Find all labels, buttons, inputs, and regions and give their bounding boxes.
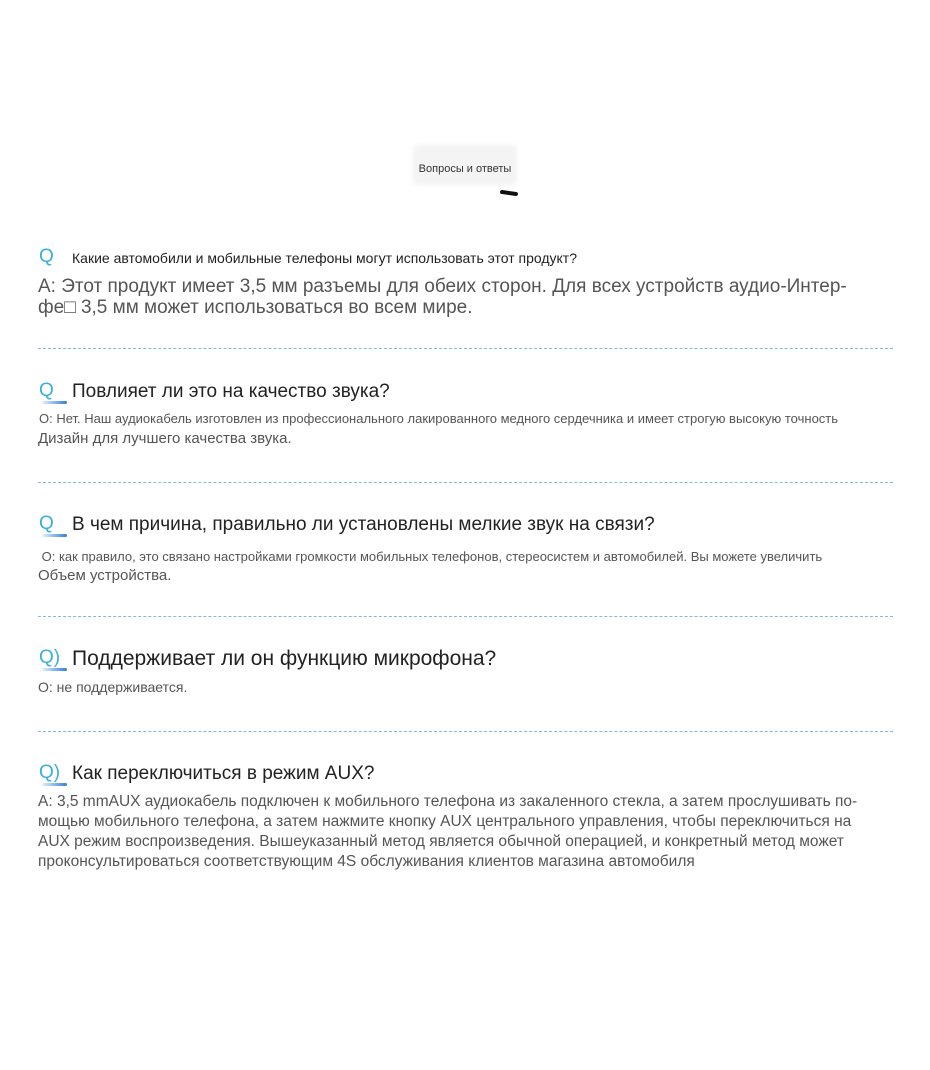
question-text: В чем причина, правильно ли установлены мелкие звук на связи? — [72, 514, 655, 535]
answer-text — [38, 547, 893, 585]
qa-item-5 — [38, 732, 893, 872]
qa-item-3 — [38, 483, 893, 616]
question-text: Повлияет ли это на качество звука? — [72, 381, 390, 402]
answer-line: A: Этот продукт имеет 3,5 мм разъемы для обеих сторон. Для всех устройств аудио-Интер- — [38, 276, 847, 297]
answer-text — [38, 276, 893, 318]
q-icon: Q) — [38, 761, 72, 787]
question-text: Как переключиться в режим AUX? — [72, 763, 375, 784]
q-icon: Q — [38, 379, 72, 405]
question-row — [38, 617, 893, 672]
qa-item-1 — [38, 240, 893, 348]
q-icon: Q — [38, 512, 72, 538]
question-row — [38, 349, 893, 405]
answer-text — [38, 678, 893, 697]
answer-line: A: 3,5 mmAUX аудиокабель подключен к мобильного телефона из закаленного стекла, а затем прослушивать по- — [38, 793, 858, 810]
swoosh-icon — [42, 668, 67, 671]
answer-line: Объем устройства. — [38, 567, 172, 584]
header-accent-mark — [500, 190, 518, 196]
page-header — [0, 143, 930, 203]
qa-list — [38, 240, 893, 872]
swoosh-icon — [42, 783, 67, 786]
answer-line: проконсультироваться соответствующим 4S обслуживания клиентов магазина автомобиля — [38, 853, 695, 870]
question-row — [38, 483, 893, 538]
page-title: Вопросы и ответы — [418, 163, 512, 175]
answer-text — [38, 792, 893, 872]
question-row — [38, 240, 893, 271]
q-icon: Q — [39, 246, 54, 267]
question-text: Поддерживает ли он функцию микрофона? — [72, 647, 497, 670]
qa-item-4 — [38, 617, 893, 731]
answer-line: О: не поддерживается. — [38, 679, 188, 695]
swoosh-icon — [42, 401, 67, 404]
answer-text — [38, 409, 893, 449]
answer-line: О: как правило, это связано настройками громкости мобильных телефонов, стереосистем и автомобилей. Вы можете увеличить — [38, 549, 823, 564]
answer-line: Дизайн для лучшего качества звука. — [38, 430, 292, 447]
qa-item-2 — [38, 349, 893, 482]
answer-line: мощью мобильного телефона, а затем нажмите кнопку AUX центрального управления, чтобы переключиться на — [38, 813, 852, 830]
q-icon: Q) — [38, 646, 72, 672]
answer-line: фе□ 3,5 мм может использоваться во всем мире. — [38, 297, 473, 318]
swoosh-icon — [42, 534, 67, 537]
question-row — [38, 732, 893, 787]
answer-line: О: Нет. Наш аудиокабель изготовлен из профессионального лакированного медного сердечника и имеет строгую высокую точность — [39, 411, 839, 426]
question-text: Какие автомобили и мобильные телефоны могут использовать этот продукт? — [72, 250, 577, 266]
answer-line: AUX режим воспроизведения. Вышеуказанный метод является обычной операцией, и конкретный метод может — [38, 833, 844, 850]
